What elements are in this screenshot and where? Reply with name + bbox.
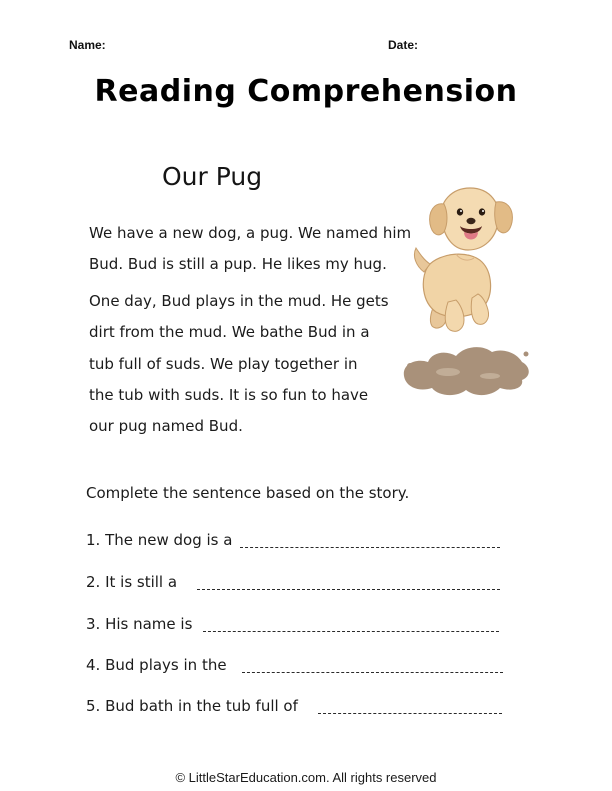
question-4-label: 4. Bud plays in the [86, 656, 227, 674]
question-1-blank[interactable] [240, 547, 500, 548]
question-4-blank[interactable] [242, 672, 503, 673]
question-2-label: 2. It is still a [86, 573, 178, 591]
story-line: tub full of suds. We play together in [89, 354, 358, 373]
date-label: Date: [388, 38, 419, 52]
story-title: Our Pug [162, 162, 263, 191]
story-paragraph-1 [89, 218, 411, 280]
question-5-label: 5. Bud bath in the tub full of [86, 697, 298, 715]
question-2-blank[interactable] [197, 589, 500, 590]
story-line: Bud. Bud is still a pup. He likes my hug. [89, 255, 387, 273]
puppy-in-mud-icon [398, 176, 532, 408]
exercise-instructions: Complete the sentence based on the story. [86, 484, 410, 502]
question-3-blank[interactable] [203, 631, 499, 632]
copyright-footer: © LittleStarEducation.com. All rights reserved [175, 770, 437, 785]
question-1-label: 1. The new dog is a [86, 531, 233, 549]
name-label: Name: [69, 38, 106, 52]
story-line: We have a new dog, a pug. We named him [89, 224, 412, 242]
question-5-blank[interactable] [318, 713, 502, 714]
story-line: dirt from the mud. We bathe Bud in a [89, 323, 370, 342]
story-line: One day, Bud plays in the mud. He gets [89, 292, 389, 310]
story-line: our pug named Bud. [89, 417, 243, 436]
page-title: Reading Comprehension [94, 74, 518, 109]
question-3-label: 3. His name is [86, 615, 193, 633]
story-paragraph-2 [89, 286, 389, 442]
story-line: the tub with suds. It is so fun to have [89, 385, 369, 404]
